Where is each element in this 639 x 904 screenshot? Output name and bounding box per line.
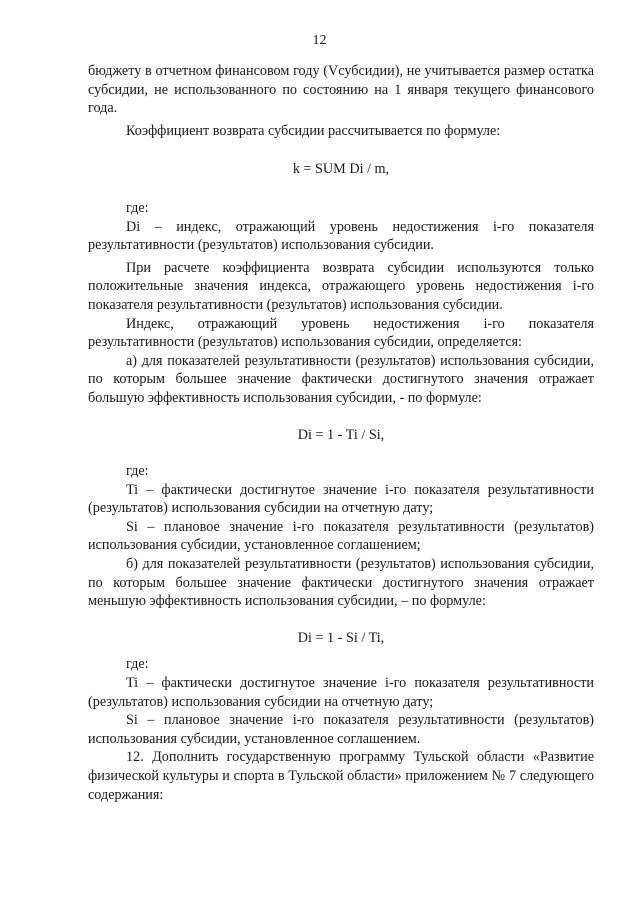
paragraph-coefficient-intro: Коэффициент возврата субсидии рассчитывается по формуле:	[126, 122, 501, 139]
paragraph-item-12: 12. Дополнить государственную программу Тульской области «Развитие физической культуры и спорта в Тульской области» приложением № 7 следующего содержания:	[88, 749, 594, 803]
page-number: 12	[312, 33, 327, 48]
paragraph-budget-remainder: бюджету в отчетном финансовом году (Vсубсидии), не учитывается размер остатка субсидии, не использованного по состоянию на 1 января текущего финансового года.	[88, 63, 594, 117]
paragraph-si-definition-b: Si – плановое значение i-го показателя результативности (результатов) использования субсидии, установленное соглашением.	[88, 712, 594, 747]
paragraph-case-b: б) для показателей результативности (результатов) использования субсидии, по которым большее значение фактически достигнутого значения отражает меньшую эффективность использования субсидии, – по формуле:	[88, 556, 594, 610]
paragraph-index-determined: Индекс, отражающий уровень недостижения i-го показателя результативности (результатов) использования субсидии, определяется:	[88, 315, 594, 351]
formula-k: k = SUM Di / m,	[292, 161, 390, 178]
where-label-a: где:	[126, 463, 149, 480]
formula-di-b: Di = 1 - Si / Ti,	[297, 629, 385, 646]
where-label: где:	[126, 199, 149, 216]
where-label-b: где:	[126, 656, 149, 673]
paragraph-case-a: а) для показателей результативности (результатов) использования субсидии, по которым большее значение фактически достигнутого значения отражает большую эффективность использования субсидии, - по формуле:	[88, 352, 594, 406]
paragraph-di-definition: Di – индекс, отражающий уровень недостижения i-го показателя результативности (результатов) использования субсидии.	[88, 218, 594, 254]
formula-di-a: Di = 1 - Ti / Si,	[297, 426, 385, 443]
paragraph-ti-definition-a: Ti – фактически достигнутое значение i-го показателя результативности (результатов) использования субсидии на отчетную дату;	[88, 481, 594, 517]
paragraph-ti-definition-b: Ti – фактически достигнутое значение i-го показателя результативности (результатов) использования субсидии на отчетную дату;	[88, 675, 594, 710]
document-body	[88, 62, 594, 804]
paragraph-positive-values: При расчете коэффициента возврата субсидии используются только положительные значения индекса, отражающего уровень недостижения i-го показателя результативности (результатов) использования субсидии.	[88, 259, 594, 313]
paragraph-si-definition-a: Si – плановое значение i-го показателя результативности (результатов) использования субсидии, установленное соглашением;	[88, 518, 594, 554]
